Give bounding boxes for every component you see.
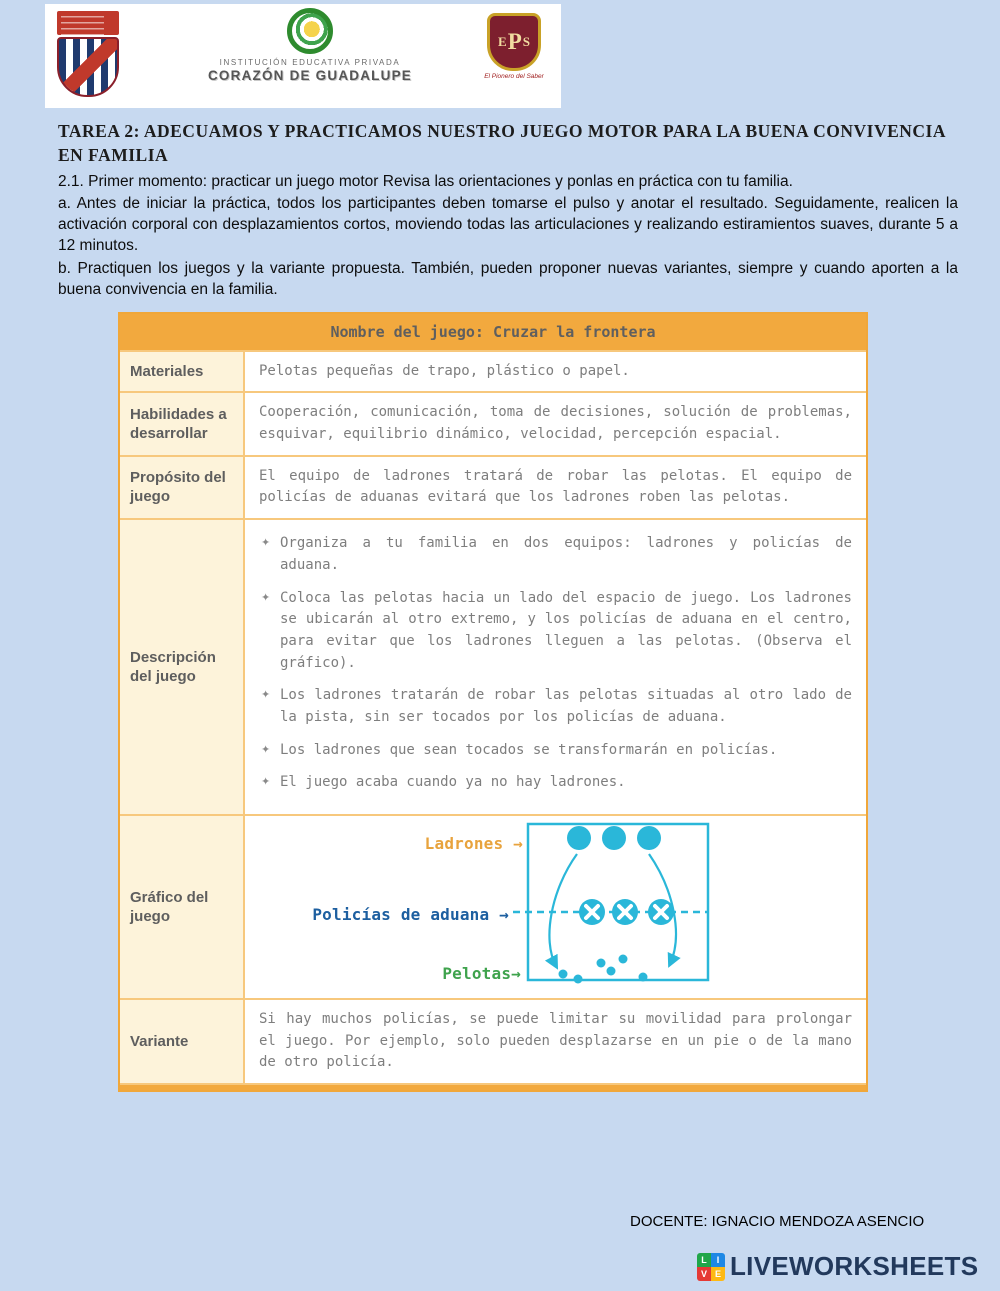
eps-motto: El Pionero del Saber xyxy=(484,73,544,80)
row-label: Gráfico del juego xyxy=(120,816,245,998)
institution-type-label: INSTITUCIÓN EDUCATIVA PRIVADA xyxy=(219,58,401,67)
policias-label: Policías de aduana → xyxy=(312,905,509,925)
institution-name-label: CORAZÓN DE GUADALUPE xyxy=(207,68,412,83)
eps-letter-p: P xyxy=(507,29,522,54)
bullet-icon: ✦ xyxy=(261,536,271,550)
list-item xyxy=(259,772,852,794)
row-content: El equipo de ladrones tratará de robar las pelotas. El equipo de policías de aduanas evitará que los ladrones roben las pelotas. xyxy=(259,467,852,506)
school-shield-logo-icon xyxy=(57,11,119,99)
row-label: Materiales xyxy=(120,352,245,392)
table-row-descripcion xyxy=(120,518,866,814)
task-title: TAREA 2: ADECUAMOS Y PRACTICAMOS NUESTRO JUEGO MOTOR PARA LA BUENA CONVIVENCIA EN FAMILIA xyxy=(58,121,946,165)
eps-letter-s: S xyxy=(522,34,530,49)
row-content xyxy=(245,520,866,814)
bullet-icon: ✦ xyxy=(261,590,271,604)
bullet-text: El juego acaba cuando ya no hay ladrones. xyxy=(280,774,626,791)
intro-paragraphs xyxy=(58,171,958,299)
police-circles xyxy=(579,899,674,925)
row-label: Propósito del juego xyxy=(120,457,245,518)
pelotas-label: Pelotas→ xyxy=(442,964,521,984)
row-content: Si hay muchos policías, se puede limitar su movilidad para prolongar el juego. Por ejemplo, solo pueden desplazarse en un pie o de la mano de otro policía. xyxy=(259,1011,852,1071)
list-item xyxy=(259,588,852,675)
lw-letter-e: E xyxy=(711,1267,725,1281)
description-bullet-list xyxy=(259,533,852,794)
bullet-icon: ✦ xyxy=(261,688,271,702)
document-body xyxy=(0,108,1000,1092)
ladrones-label: Ladrones → xyxy=(424,834,523,854)
game-diagram xyxy=(245,816,866,998)
liveworksheets-icon xyxy=(697,1253,725,1281)
bullet-icon: ✦ xyxy=(261,775,271,789)
row-label: Variante xyxy=(120,1000,245,1083)
table-row-materiales xyxy=(120,350,866,392)
table-row-habilidades xyxy=(120,391,866,454)
liveworksheets-logo[interactable] xyxy=(697,1251,978,1282)
table-row-proposito xyxy=(120,455,866,518)
table-row-grafico xyxy=(120,814,866,998)
game-table xyxy=(118,312,868,1092)
shield-banner xyxy=(57,11,119,35)
table-bottom-bar xyxy=(120,1083,866,1090)
eps-shield-icon xyxy=(487,13,541,71)
intro-paragraph-2: a. Antes de iniciar la práctica, todos los participantes deben tomarse el pulso y anotar el resultado. Seguidamente, realicen la activación corporal con desplazamientos cortos, moviendo todas las articulaciones y realizando estiramientos suaves, durante 5 a 12 minutos. xyxy=(58,195,958,255)
row-label: Descripción del juego xyxy=(120,520,245,814)
bullet-icon: ✦ xyxy=(261,742,271,756)
list-item xyxy=(259,740,852,762)
bullet-text: Los ladrones tratarán de robar las pelotas situadas al otro lado de la pista, sin ser tocados por los policías de aduana. xyxy=(280,687,852,725)
bullet-text: Coloca las pelotas hacia un lado del espacio de juego. Los ladrones se ubicarán al otro extremo, y los policías de aduana en el centro, para evitar que los ladrones lleguen a las pelotas. (Observa el gráfico). xyxy=(280,589,852,671)
row-label: Habilidades a desarrollar xyxy=(120,393,245,454)
thief-path-arrow-left xyxy=(549,854,577,966)
lw-letter-v: V xyxy=(697,1267,711,1281)
intro-paragraph-3: b. Practiquen los juegos y la variante propuesta. También, pueden proponer nuevas variantes, siempre y cuando aporten a la buena convivencia en la familia. xyxy=(58,259,958,298)
list-item xyxy=(259,685,852,728)
row-content: Cooperación, comunicación, toma de decisiones, solución de problemas, esquivar, equilibrio dinámico, velocidad, percepción espacial. xyxy=(259,404,852,443)
eps-crest-logo xyxy=(481,13,547,80)
lw-letter-l: L xyxy=(697,1253,711,1267)
thieves-circles xyxy=(567,826,661,850)
eps-letter-e: E xyxy=(498,34,507,49)
lw-letter-i: I xyxy=(711,1253,725,1267)
shield-body xyxy=(57,37,119,97)
table-row-variante xyxy=(120,998,866,1083)
liveworksheets-wordmark: LIVEWORKSHEETS xyxy=(730,1251,979,1281)
teacher-credit: DOCENTE: IGNACIO MENDOZA ASENCIO xyxy=(630,1213,925,1230)
guadalupe-emblem-icon xyxy=(287,8,333,54)
header-logo-band xyxy=(45,4,561,108)
bullet-text: Los ladrones que sean tocados se transformarán en policías. xyxy=(280,741,778,758)
row-content: Pelotas pequeñas de trapo, plástico o papel. xyxy=(259,362,630,379)
institution-logo-block xyxy=(195,8,425,83)
intro-paragraph-1: 2.1. Primer momento: practicar un juego motor Revisa las orientaciones y ponlas en práctica con tu familia. xyxy=(58,173,793,191)
bullet-text: Organiza a tu familia en dos equipos: ladrones y policías de aduana. xyxy=(280,535,852,573)
game-table-title: Nombre del juego: Cruzar la frontera xyxy=(120,314,866,350)
list-item xyxy=(259,533,852,576)
